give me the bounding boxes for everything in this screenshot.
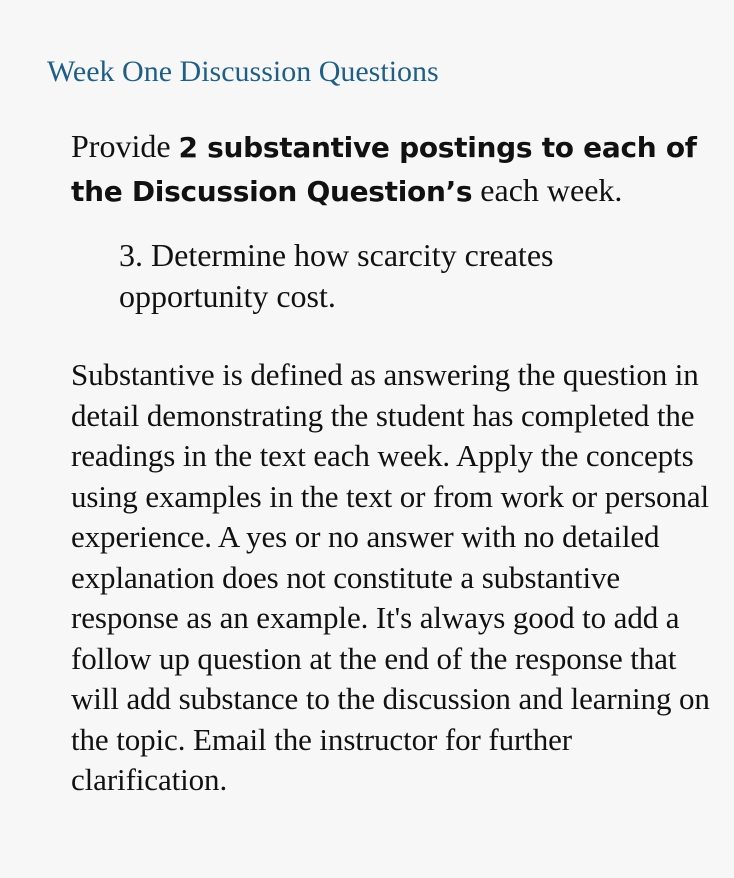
posting-requirement-suffix: each week. [472, 172, 623, 208]
page-title: Week One Discussion Questions [47, 55, 439, 88]
discussion-question: 3. Determine how scarcity creates opportunity cost. [119, 237, 554, 314]
posting-requirement-prefix: Provide [71, 128, 179, 164]
posting-requirement [71, 125, 721, 213]
posting-requirement-bold: 2 substantive postings to each of the Discussion Question’s [71, 131, 697, 208]
substantive-definition: Substantive is defined as answering the question in detail demonstrating the student has completed the readings in the text each week. Apply the concepts using examples in the text or from work or personal experience. A yes or no answer with no detailed explanation does not constitute a substantive response as an example. It's always good to add a follow up question at the end of the response that will add substance to the discussion and learning on the topic. Email the instructor for further clarification. [71, 357, 710, 797]
